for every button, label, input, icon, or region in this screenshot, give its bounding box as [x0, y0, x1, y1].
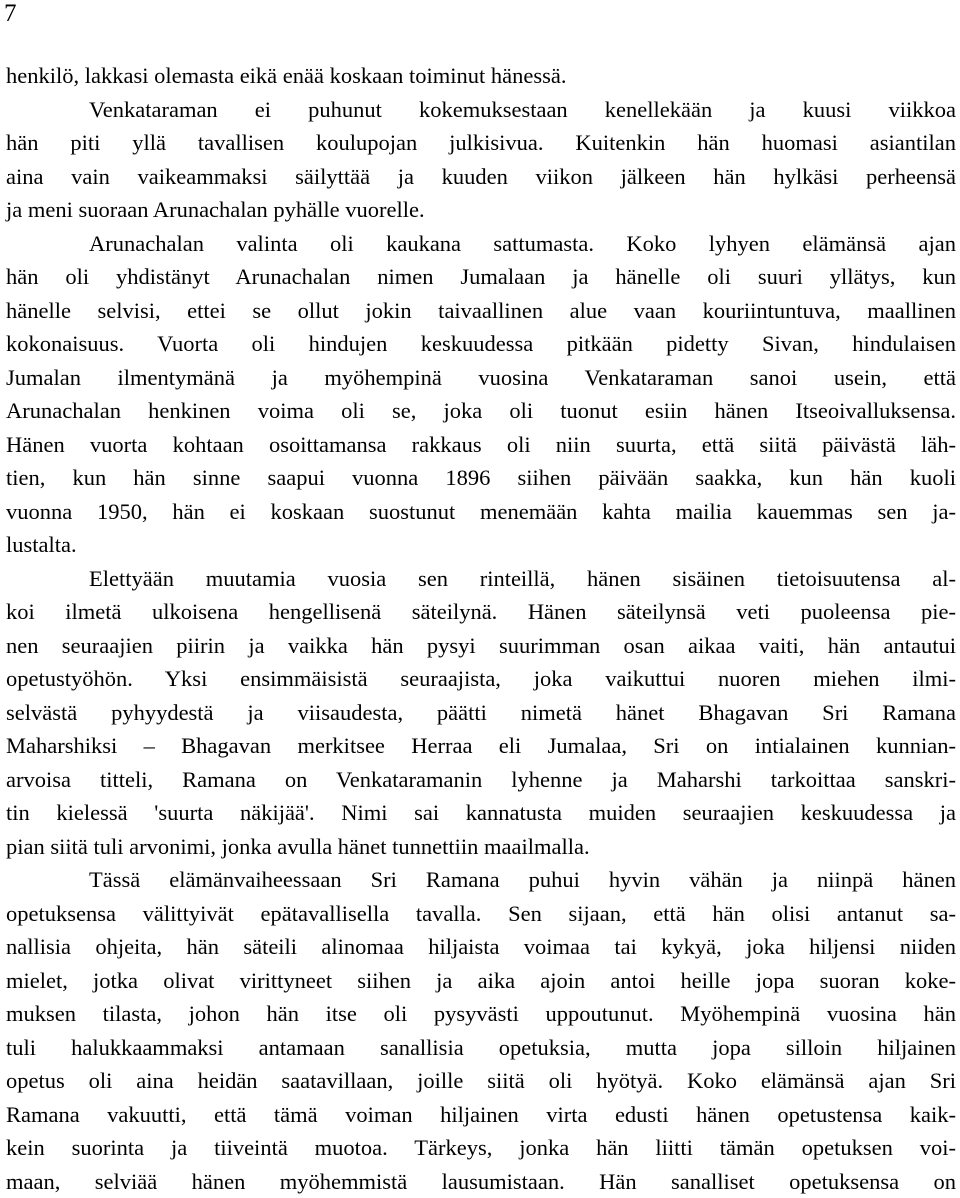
text-line: tien, kun hän sinne saapui vuonna 1896 siihen päivään saakka, kun hän kuoli — [6, 461, 956, 495]
text-line: Elettyään muutamia vuosia sen rinteillä, hänen sisäinen tietoisuutensa al- — [6, 562, 956, 596]
text-line: hän oli yhdistänyt Arunachalan nimen Jumalaan ja hänelle oli suuri yllätys, kun — [6, 260, 956, 294]
text-line: aina vain vaikeammaksi säilyttää ja kuuden viikon jälkeen hän hylkäsi perheensä — [6, 160, 956, 194]
text-line: nallisia ohjeita, hän säteili alinomaa hiljaista voimaa tai kykyä, joka hiljensi niiden — [6, 930, 956, 964]
text-line: mielet, jotka olivat virittyneet siihen ja aika ajoin antoi heille jopa suoran koke- — [6, 964, 956, 998]
text-line: koi ilmetä ulkoisena hengellisenä säteilynä. Hänen säteilynsä veti puoleensa pie- — [6, 595, 956, 629]
text-line: tuli halukkaammaksi antamaan sanallisia opetuksia, mutta jopa silloin hiljainen — [6, 1031, 956, 1065]
text-line: vuonna 1950, hän ei koskaan suostunut menemään kahta mailia kauemmas sen ja- — [6, 495, 956, 529]
page-number: 7 — [4, 0, 17, 28]
text-line: hän piti yllä tavallisen koulupojan julkisivua. Kuitenkin hän huomasi asiantilan — [6, 126, 956, 160]
text-line: Jumalan ilmentymänä ja myöhempinä vuosina Venkataraman sanoi usein, että — [6, 361, 956, 395]
text-line: hänelle selvisi, ettei se ollut jokin taivaallinen alue vaan kouriintuntuva, maallinen — [6, 294, 956, 328]
text-line: Maharshiksi – Bhagavan merkitsee Herraa eli Jumalaa, Sri on intialainen kunnian- — [6, 729, 956, 763]
text-line: Hänen vuorta kohtaan osoittamansa rakkaus oli niin suurta, että siitä päivästä läh- — [6, 428, 956, 462]
text-line: nen seuraajien piirin ja vaikka hän pysyi suurimman osan aikaa vaiti, hän antautui — [6, 629, 956, 663]
body-text — [6, 59, 956, 1198]
text-line: opetuksensa välittyivät epätavallisella tavalla. Sen sijaan, että hän olisi antanut sa- — [6, 897, 956, 931]
text-line: Tässä elämänvaiheessaan Sri Ramana puhui hyvin vähän ja niinpä hänen — [6, 863, 956, 897]
text-line: arvoisa titteli, Ramana on Venkataramanin lyhenne ja Maharshi tarkoittaa sanskri- — [6, 763, 956, 797]
text-line: henkilö, lakkasi olemasta eikä enää koskaan toiminut hänessä. — [6, 59, 956, 93]
text-line: selvästä pyhyydestä ja viisaudesta, päätti nimetä hänet Bhagavan Sri Ramana — [6, 696, 956, 730]
text-line: opetustyöhön. Yksi ensimmäisistä seuraajista, joka vaikuttui nuoren miehen ilmi- — [6, 662, 956, 696]
text-line: muksen tilasta, johon hän itse oli pysyvästi uppoutunut. Myöhempinä vuosina hän — [6, 997, 956, 1031]
text-line: Arunachalan henkinen voima oli se, joka oli tuonut esiin hänen Itseoivalluksensa. — [6, 394, 956, 428]
text-line: ja meni suoraan Arunachalan pyhälle vuorelle. — [6, 193, 956, 227]
text-line: pian siitä tuli arvonimi, jonka avulla hänet tunnettiin maailmalla. — [6, 830, 956, 864]
text-line: Venkataraman ei puhunut kokemuksestaan kenellekään ja kuusi viikkoa — [6, 93, 956, 127]
text-line: maan, selviää hänen myöhemmistä lausumistaan. Hän sanalliset opetuksensa on — [6, 1165, 956, 1198]
text-line: kein suorinta ja tiiveintä muotoa. Tärkeys, jonka hän liitti tämän opetuksen voi- — [6, 1131, 956, 1165]
text-line: Ramana vakuutti, että tämä voiman hiljainen virta edusti hänen opetustensa kaik- — [6, 1098, 956, 1132]
text-line: Arunachalan valinta oli kaukana sattumasta. Koko lyhyen elämänsä ajan — [6, 227, 956, 261]
text-line: opetus oli aina heidän saatavillaan, joille siitä oli hyötyä. Koko elämänsä ajan Sri — [6, 1064, 956, 1098]
text-line: kokonaisuus. Vuorta oli hindujen keskuudessa pitkään pidetty Sivan, hindulaisen — [6, 327, 956, 361]
text-line: lustalta. — [6, 528, 956, 562]
text-line: tin kielessä 'suurta näkijää'. Nimi sai kannatusta muiden seuraajien keskuudessa ja — [6, 796, 956, 830]
